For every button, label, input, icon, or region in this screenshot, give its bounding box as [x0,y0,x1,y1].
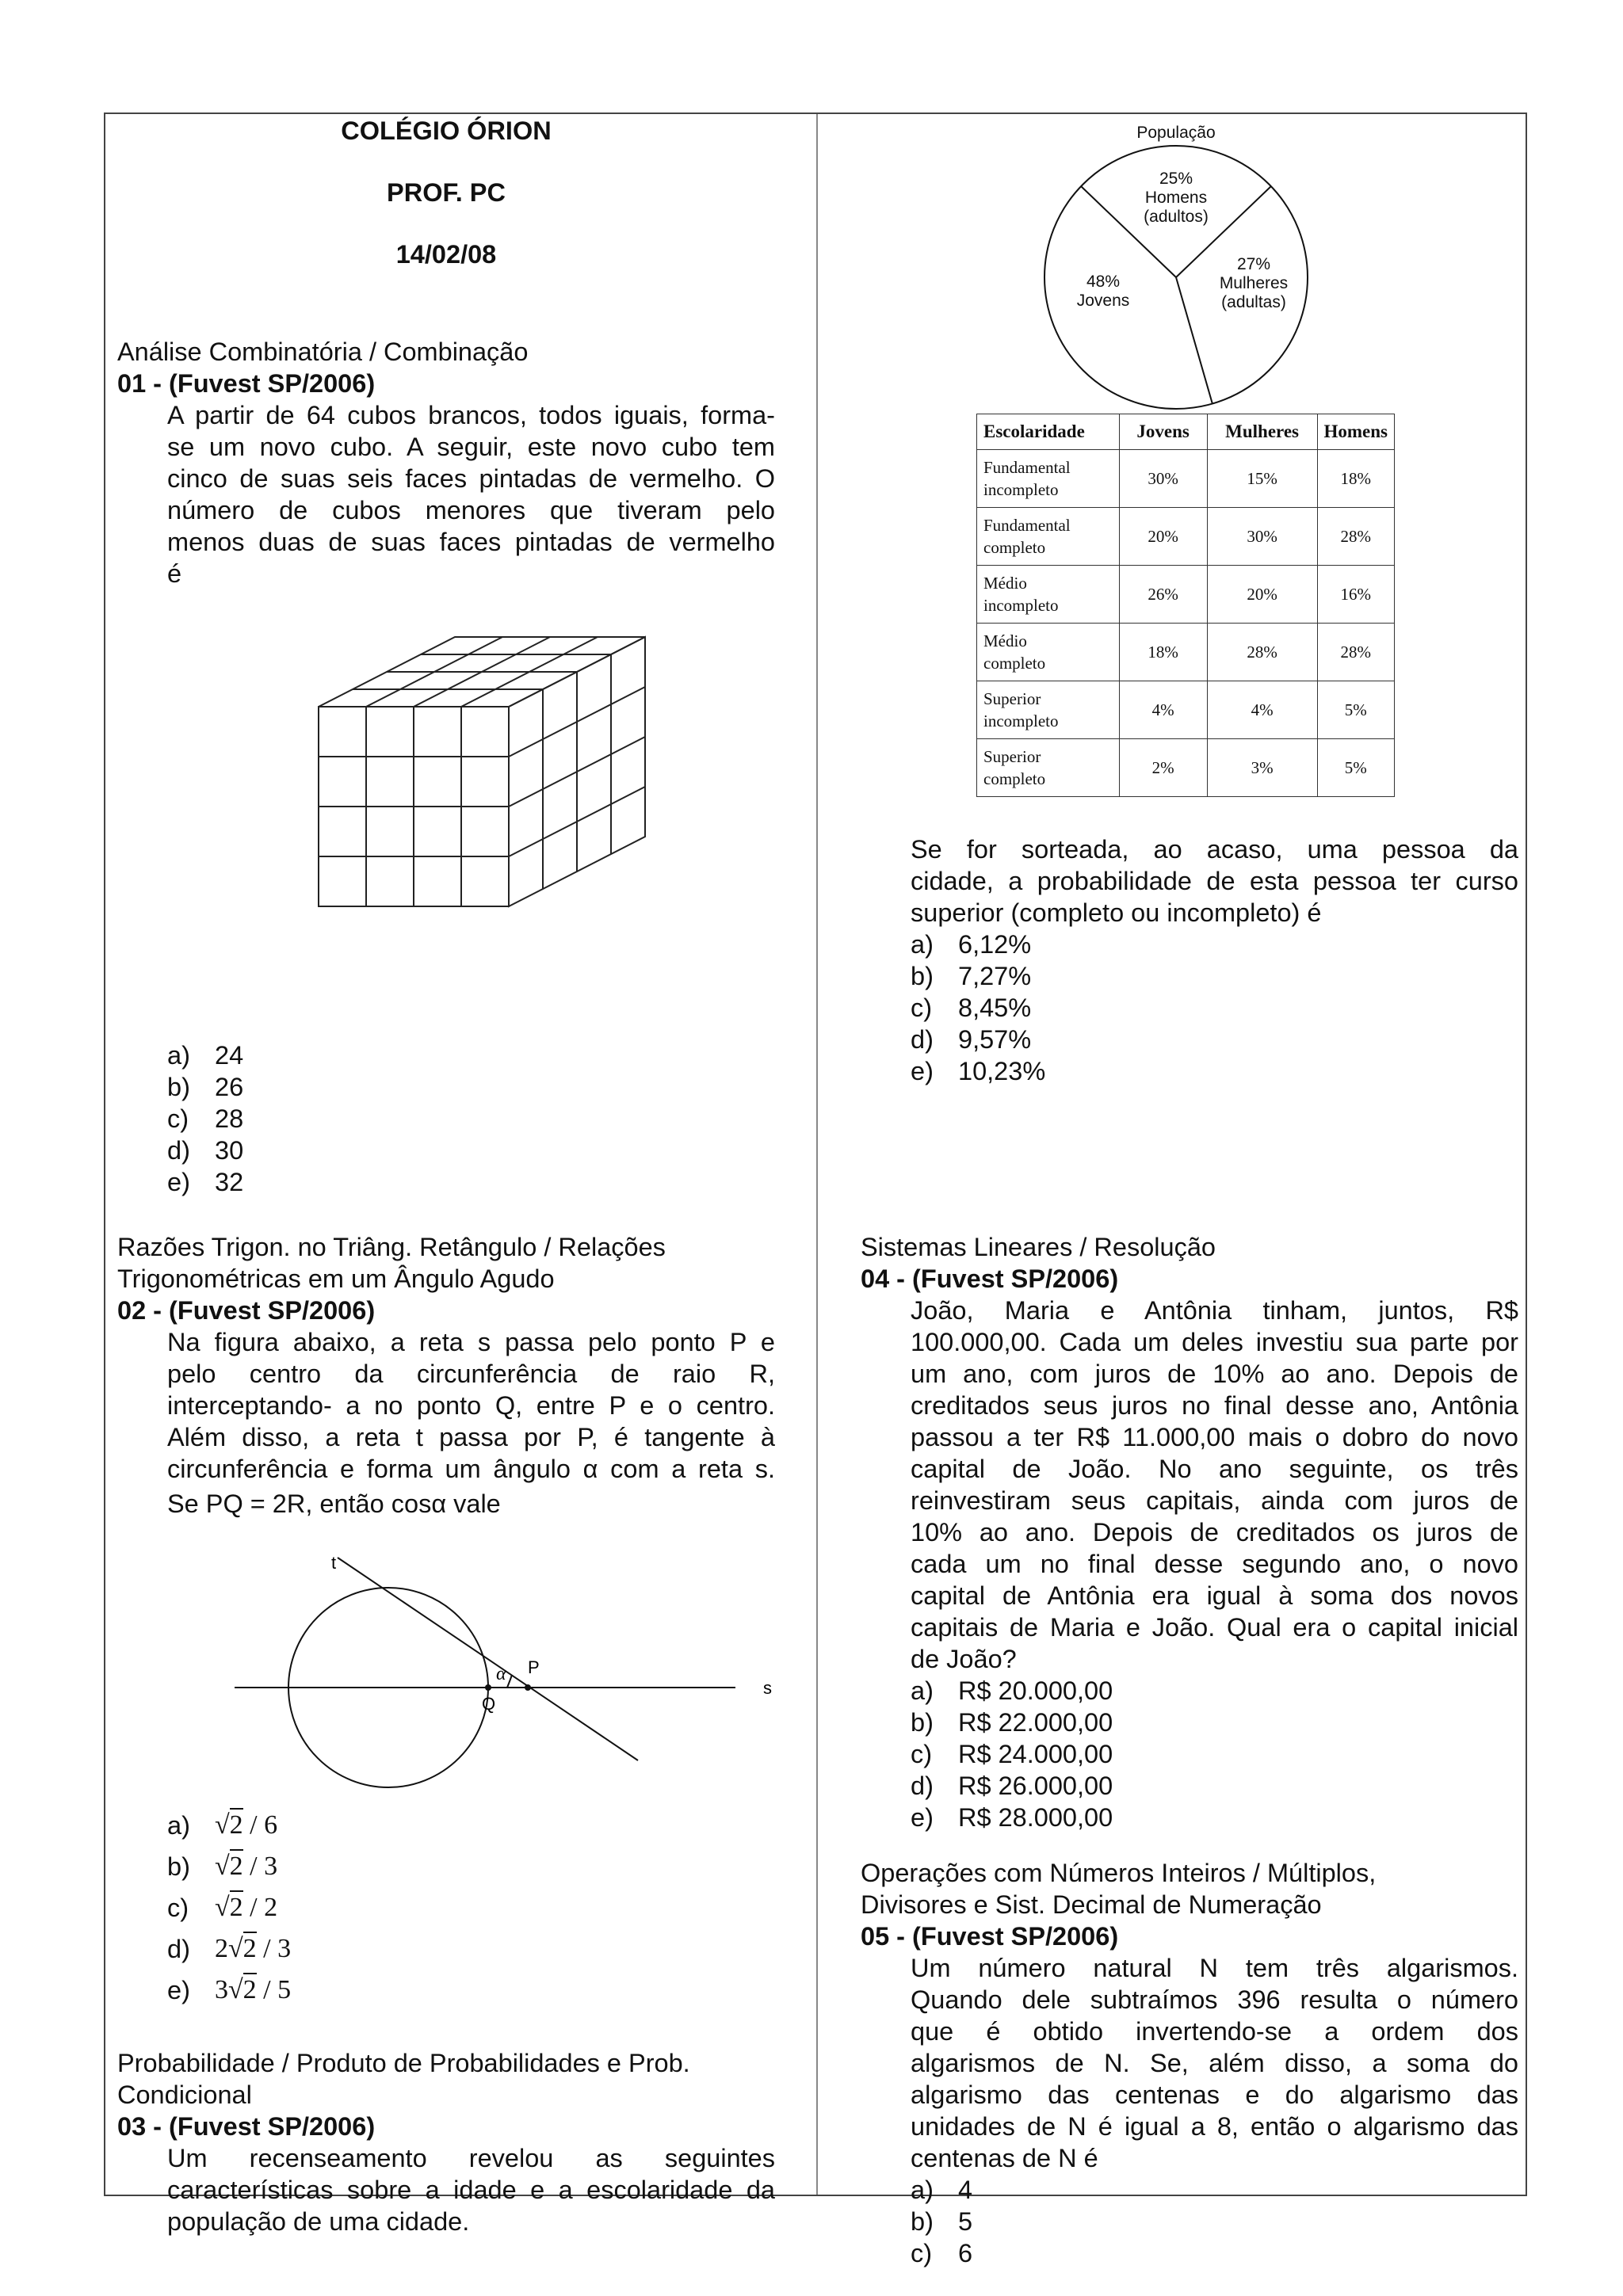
option-text: R$ 24.000,00 [958,1740,1113,1768]
option-text: 6 [958,2239,973,2267]
option-c[interactable] [167,1892,775,1933]
table-cell-label [977,681,1120,739]
label-line: completo [983,654,1046,673]
table-header: Jovens [1119,414,1207,450]
text-line: algarismos de N. Se, além disso, a soma do [911,2049,1518,2077]
table-header: Escolaridade [977,414,1120,450]
text-line: é [167,559,182,588]
option-text: 4 [958,2176,973,2204]
text-line: passou a ter R$ 11.000,00 mais o dobro do novo [911,1423,1518,1451]
table-cell: 2% [1119,739,1207,797]
pie-title: População [1136,124,1216,142]
text-line: capitais de Maria e João. Qual era o capital inicial [911,1613,1518,1642]
text-line: menos duas de suas faces pintadas de vermelho [167,528,775,556]
option-letter: b) [911,962,934,990]
option-formula: 2√2 / 3 [215,1933,291,1974]
pie-label-name: Mulheres [1219,274,1289,292]
table-cell: 20% [1119,508,1207,566]
table-cell: 28% [1317,624,1395,681]
option-text: 26 [215,1073,244,1101]
cube-figure [315,627,696,929]
exam-date: 14/02/08 [395,240,497,269]
question-4-block [861,1231,1518,1833]
label-p: P [528,1657,540,1677]
table-cell-label [977,624,1120,681]
pie-label-pct: 27% [1236,255,1271,273]
text-line: Quando dele subtraímos 396 resulta o número [911,1985,1518,2014]
option-letter: a) [911,930,934,959]
option-letter: a) [167,1811,190,1840]
table-cell: 5% [1317,739,1395,797]
question-5-topic: Operações com Números Inteiros / Múltiplos, [861,1859,1377,1887]
option-text: 9,57% [958,1025,1032,1054]
pie-label-name: Jovens [1076,292,1130,310]
text-line: reinvestiram seus capitais, ainda com juros de [911,1486,1518,1515]
table-row [977,624,1395,681]
option-d[interactable] [911,1770,1518,1802]
option-e[interactable] [167,1166,775,1198]
table-cell: 18% [1119,624,1207,681]
question-3-title: 03 - (Fuvest SP/2006) [117,2112,376,2141]
tangent-figure [228,1553,799,1822]
label-line: incompleto [983,711,1059,730]
question-5-topic-cont: Divisores e Sist. Decimal de Numeração [861,1890,1322,1919]
text-line: circunferência e forma um ângulo α com a reta s. [167,1455,775,1483]
table-header: Homens [1317,414,1395,450]
table-cell: 4% [1119,681,1207,739]
option-text: 32 [215,1168,244,1196]
option-letter: e) [911,1803,934,1832]
question-1-block [117,336,775,589]
pie-slice-boundary [1176,277,1212,404]
column-divider [816,114,818,2195]
label-s: s [763,1678,772,1698]
question-2-block [117,1231,775,1520]
denominator: / 6 [250,1810,278,1840]
question-2-options [117,1810,775,2016]
option-a[interactable] [911,1675,1518,1707]
pie-label-sub: (adultas) [1221,293,1286,311]
option-e[interactable] [167,1974,775,2016]
option-text: 24 [215,1041,244,1070]
text-line: que é obtido invertendo-se a ordem dos [911,2017,1518,2046]
text-line: unidades de N é igual a 8, então o algarismo das [911,2112,1518,2141]
question-5-text [911,1952,1518,2174]
option-formula: √2 / 6 [215,1810,277,1851]
option-letter: c) [911,1740,933,1768]
text-line: número de cubos menores que tiveram pelo [167,496,775,524]
coefficient: 3 [215,1975,228,2004]
label-line: Superior [983,747,1041,766]
option-b[interactable] [911,960,1518,992]
question-2-text [167,1326,775,1520]
school-name: COLÉGIO ÓRION [341,116,552,145]
option-d[interactable] [167,1933,775,1974]
table-row [977,681,1395,739]
question-2-topic-cont: Trigonométricas em um Ângulo Agudo [117,1264,555,1293]
text-line: cidade, a probabilidade de esta pessoa ter curso [911,867,1518,895]
option-e[interactable] [911,1802,1518,1833]
label-line: Médio [983,631,1027,650]
option-d[interactable] [167,1135,775,1166]
label-line: completo [983,769,1046,788]
option-c[interactable] [911,2237,1518,2269]
option-letter: e) [911,1057,934,1085]
option-formula: √2 / 2 [215,1892,277,1933]
option-b[interactable] [911,1707,1518,1738]
option-letter: b) [911,1708,934,1737]
denominator: / 3 [250,1852,278,1881]
text-line: Além disso, a reta t passa por P, é tangente à [167,1423,775,1451]
radicand: 2 [243,1973,257,2004]
population-pie-chart [1041,119,1311,420]
label-line: incompleto [983,596,1059,615]
question-3-text [167,2142,775,2237]
option-a[interactable] [167,1810,775,1851]
option-letter: c) [911,2239,933,2267]
table-cell: 20% [1207,566,1317,624]
option-letter: d) [167,1935,190,1963]
table-cell: 28% [1207,624,1317,681]
text-line: cada um no final desse segundo ano, o novo [911,1550,1518,1578]
question-1-text [167,399,775,589]
option-letter: a) [911,2176,934,2204]
radicand: 2 [243,1932,257,1963]
table-cell-label [977,739,1120,797]
pie-label-pct: 48% [1086,273,1121,291]
option-formula: √2 / 3 [215,1851,277,1892]
left-column [117,113,775,2236]
label-line: Médio [983,574,1027,593]
label-line: Fundamental [983,516,1071,535]
label-line: Superior [983,689,1041,708]
option-text: 6,12% [958,930,1032,959]
pie-label-pct: 25% [1159,170,1193,188]
text-line: cinco de suas seis faces pintadas de vermelho. O [167,464,775,493]
question-1-title: 01 - (Fuvest SP/2006) [117,369,376,398]
table-cell: 15% [1207,450,1317,508]
option-letter: a) [167,1041,190,1070]
option-b[interactable] [167,1851,775,1892]
option-letter: e) [167,1976,190,2004]
radicand: 2 [230,1808,243,1840]
text-line: população de uma cidade. [167,2207,470,2236]
question-3-topic-cont: Condicional [117,2081,252,2109]
pie-label-name: Homens [1144,189,1208,207]
option-b[interactable] [911,2206,1518,2237]
text-line: A partir de 64 cubos brancos, todos iguais, forma- [167,401,775,429]
table-cell: 5% [1317,681,1395,739]
text-line: creditados seus juros no final desse ano, Antônia [911,1391,1518,1420]
option-letter: d) [911,1025,934,1054]
question-4-title: 04 - (Fuvest SP/2006) [861,1264,1119,1293]
option-text: R$ 20.000,00 [958,1676,1113,1705]
option-a[interactable] [911,929,1518,960]
text-line: um ano, com juros de 10% ao ano. Depois de [911,1360,1518,1388]
table-row [977,508,1395,566]
question-4-topic: Sistemas Lineares / Resolução [861,1233,1216,1261]
table-row [977,566,1395,624]
text-line: se um novo cubo. A seguir, este novo cubo tem [167,433,775,461]
question-1-options [117,1039,775,1198]
text-line: Se for sorteada, ao acaso, uma pessoa da [911,835,1518,864]
header [117,113,775,269]
text-line: pelo centro da circunferência de raio R, [167,1360,775,1388]
option-text: R$ 28.000,00 [958,1803,1113,1832]
label-alpha: α [496,1664,506,1684]
question-4-text [911,1295,1518,1675]
text-line: capital de Antônia era igual à soma dos novos [911,1581,1518,1610]
text-line: capital de João. No ano seguinte, os três [911,1455,1518,1483]
option-e[interactable] [911,1055,1518,1087]
option-c[interactable] [167,1103,775,1135]
radicand: 2 [230,1890,243,1922]
denominator: / 2 [250,1893,278,1922]
label-line: Fundamental [983,458,1071,477]
question-3-continuation [861,833,1518,1087]
text-line: Na figura abaixo, a reta s passa pelo ponto P e [167,1328,775,1356]
text-line: superior (completo ou incompleto) é [911,898,1322,927]
table-cell-label [977,450,1120,508]
table-cell: 30% [1119,450,1207,508]
pie-label-sub: (adultos) [1144,208,1209,226]
radicand: 2 [230,1849,243,1881]
option-formula: 3√2 / 5 [215,1974,291,2016]
denominator: / 5 [263,1975,292,2004]
option-letter: e) [167,1168,190,1196]
text-line: Um recenseamento revelou as seguintes [167,2144,775,2172]
option-text: 8,45% [958,994,1032,1022]
table-cell: 26% [1119,566,1207,624]
table-cell-label [977,566,1120,624]
text-line: características sobre a idade e a escolaridade da [167,2176,775,2204]
table-cell: 16% [1317,566,1395,624]
text-line: Se PQ = 2R, então cosα vale [167,1489,501,1518]
text-line: interceptando- a no ponto Q, entre P e o centro. [167,1391,775,1420]
text-line: 100.000,00. Cada um deles investiu sua parte por [911,1328,1518,1356]
option-letter: b) [167,1852,190,1881]
option-letter: b) [167,1073,190,1101]
option-letter: d) [911,1772,934,1800]
text-line: 10% ao ano. Depois de creditados os juros de [911,1518,1518,1547]
table-row [977,739,1395,797]
question-3-text-cont [911,833,1518,929]
table-cell: 4% [1207,681,1317,739]
option-letter: c) [167,1104,189,1133]
table-header: Mulheres [1207,414,1317,450]
label-q: Q [482,1694,496,1714]
denominator: / 3 [263,1934,292,1963]
option-letter: c) [167,1894,189,1922]
option-text: 7,27% [958,962,1032,990]
option-a[interactable] [911,2174,1518,2206]
text-line: Um número natural N tem três algarismos. [911,1954,1518,1982]
option-c[interactable] [911,992,1518,1024]
text-line: algarismo das centenas e do algarismo das [911,2081,1518,2109]
option-letter: a) [911,1676,934,1705]
teacher-name: PROF. PC [387,178,506,207]
label-line: incompleto [983,480,1059,499]
option-letter: b) [911,2207,934,2236]
option-a[interactable] [167,1039,775,1071]
option-letter: d) [167,1136,190,1165]
text-line: João, Maria e Antônia tinham, juntos, R$ [911,1296,1518,1325]
question-1-topic: Análise Combinatória / Combinação [117,338,529,366]
question-3-topic: Probabilidade / Produto de Probabilidades e Prob. [117,2049,690,2077]
text-line: de João? [911,1645,1017,1673]
question-3-block [117,2047,775,2237]
option-b[interactable] [167,1071,775,1103]
label-t: t [331,1553,337,1573]
option-text: 30 [215,1136,244,1165]
text-line: centenas de N é [911,2144,1098,2172]
question-2-title: 02 - (Fuvest SP/2006) [117,1296,376,1325]
option-letter: c) [911,994,933,1022]
table-cell: 3% [1207,739,1317,797]
table-row [977,450,1395,508]
coefficient: 2 [215,1934,228,1963]
option-d[interactable] [911,1024,1518,1055]
education-table [976,414,1395,797]
option-text: 10,23% [958,1057,1046,1085]
label-line: completo [983,538,1046,557]
question-2-topic: Razões Trigon. no Triâng. Retângulo / Relações [117,1233,666,1261]
table-header-row [977,414,1395,450]
table-cell-label [977,508,1120,566]
option-text: R$ 22.000,00 [958,1708,1113,1737]
question-5-block [861,1857,1518,2269]
table-cell: 18% [1317,450,1395,508]
table-cell: 28% [1317,508,1395,566]
option-text: R$ 26.000,00 [958,1772,1113,1800]
table-cell: 30% [1207,508,1317,566]
option-c[interactable] [911,1738,1518,1770]
option-text: 5 [958,2207,973,2236]
question-5-title: 05 - (Fuvest SP/2006) [861,1922,1119,1951]
option-text: 28 [215,1104,244,1133]
